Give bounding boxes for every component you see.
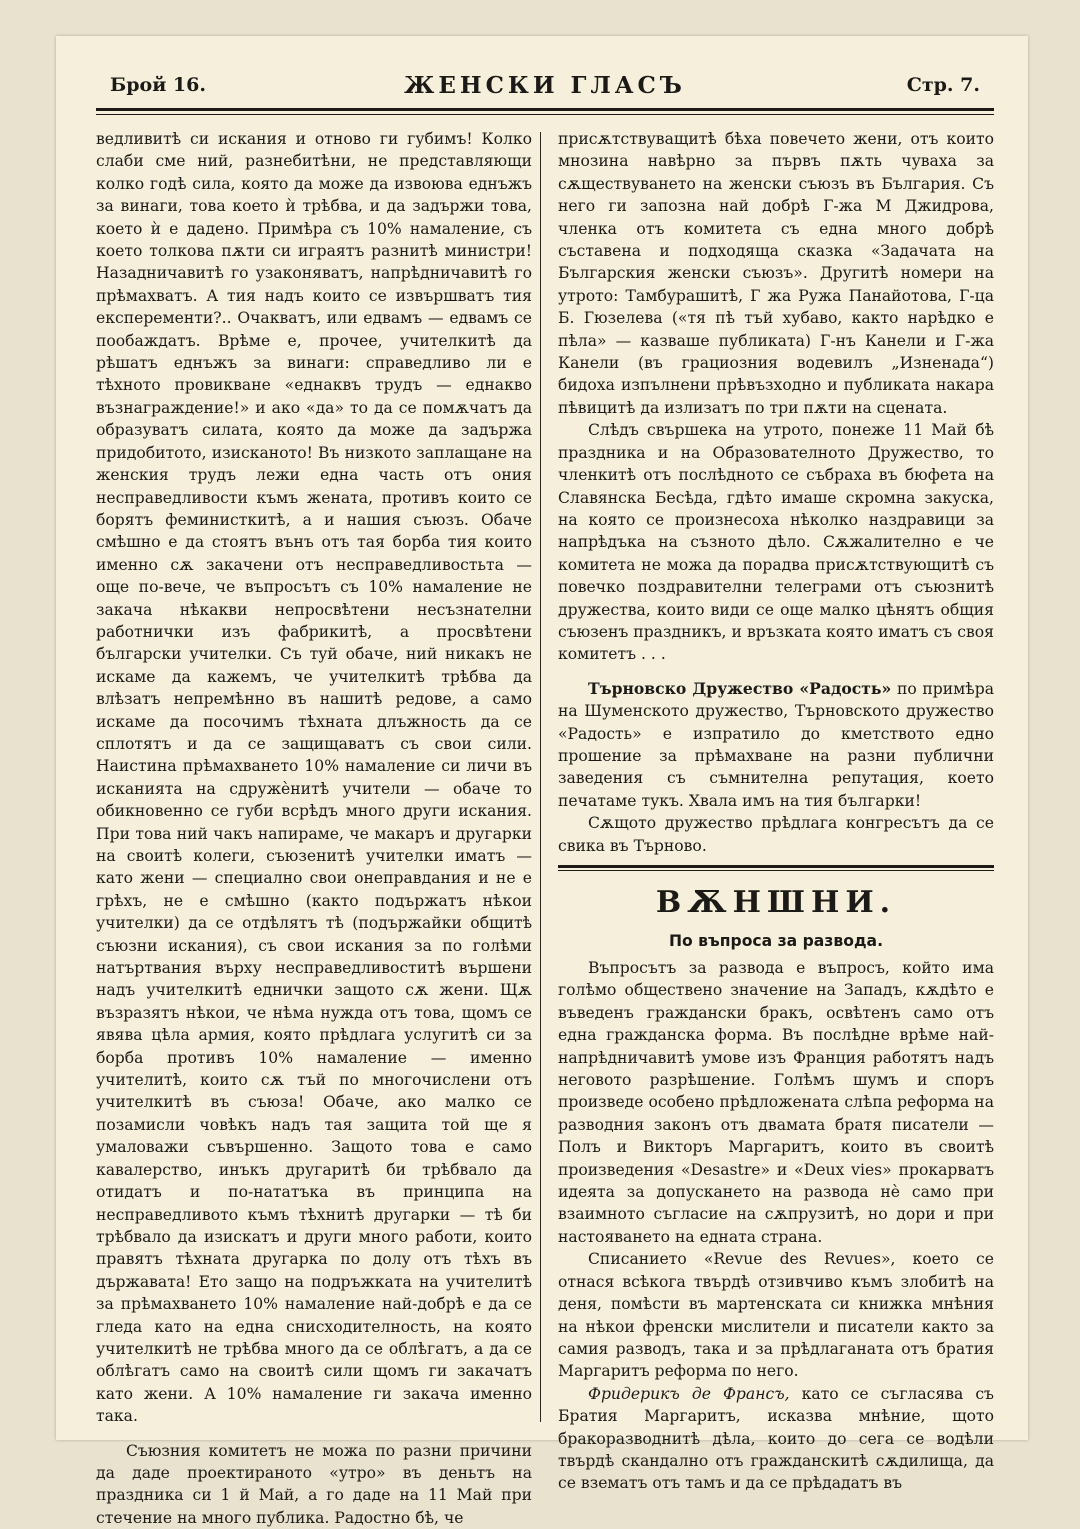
issue-number: Брой 16. <box>110 74 206 96</box>
right-paragraph-6: Списанието «Revue des Revues», което се отнася всѣкога твърдѣ отзивчиво къмъ злобитѣ на деня, помѣсти въ мартенската си книжка мнѣния на нѣкои френски мислители и писатели както за самия разводъ, така и за прѣдлаганата отъ братия Маргаритъ реформа по него. <box>558 1250 994 1381</box>
author-text: като се съгласява съ Братия Маргаритъ, исказва мнѣние, щото бракоразводнитѣ дѣла, които до сега се водѣли твърдѣ скандално отъ гражданскитѣ сѫдилища, да се взематъ отъ тамъ и да се прѣдадатъ въ <box>558 1384 994 1493</box>
header-rule <box>96 108 994 111</box>
society-name: Търновско Дружество «Радость» <box>588 678 892 698</box>
right-paragraph-1: присѫтствуващитѣ бѣха повечето жени, отъ които мнозина навѣрно за първъ пѫть чуваха за сѫществуването на женски съюзъ въ България. Съ него ги запозна най добрѣ Г-жа М Джидрова, членка отъ комитета съ една много добрѣ съставена и подходяща сказка «Задачата на Българския женски съюзъ». Другитѣ номери на утрото: Тамбурашитѣ, Г жа Ружа Панайотова, Г-ца Б. Гюзелева («тя пѣ тъй хубаво, както нарѣдко е пѣла» — казваше публиката) Г-нъ Канели и Г-жа Канели (въ грациозния водевилъ „Изненада“) бидоха изпълнени прѣвъзходно и публиката накара пѣвицитѣ да излизатъ по три пѫти на сцената. <box>558 130 994 417</box>
left-paragraph-1: ведливитѣ си искания и отново ги губимъ! Колко слаби сме ний, разнебитѣни, не представляющи колко годѣ сила, която да може да извоюва еднъжъ за винаги, това което ѝ трѣбва, и да задържи това, което ѝ е дадено. Примѣра съ 10% намаление, съ което толкова пѫти си играятъ разнитѣ министри! Назадничавитѣ го узаконяватъ, напрѣдничавитѣ го прѣмахватъ. А тия надъ които се извършватъ тия експеременти?.. Очакватъ, или едвамъ — едвамъ се пообаждатъ. Врѣме е, прочее, учителкитѣ да рѣшатъ еднъжъ за винаги: справедливо ли е тѣхното провикване «еднаквъ трудъ — еднакво възнаграждение!» и ако «да» то да се помѫчатъ да образуватъ силата, която да може да задържа придобитото, изисканото! Въ низкото заплащане на женския трудъ лежи една часть отъ ония несправедливости къмъ жената, противъ които се борятъ феминисткитѣ, а и нашия съюзъ. Обаче смѣшно е да стоятъ вънъ отъ тая борба тия които именно сѫ закачени отъ несправедливостьта — още по-вече, че въпросътъ съ 10% намаление не закача нѣкакви непросвѣтени несъзнателни работнички изъ фабрикитѣ, а просвѣтени български учителки. Съ туй обаче, ний никакъ не искаме да кажемъ, че учителкитѣ трѣбва да влѣзатъ непремѣнно въ нашитѣ редове, а само искаме да посочимъ тѣхната длъжность да се сплотятъ и да се защищаватъ съ свои сили. Наистина прѣмахването 10% намаление си личи въ исканията на сдружѐнитѣ учители — обаче то обикновенно се губи всрѣдъ много други искания. При това ний чакъ напираме, че макаръ и другарки на своитѣ колеги, съюзенитѣ учителки иматъ — като жени — специално свои онеправдания и не е грѣхъ, не е смѣшно (както подържатъ нѣкои учителки) да се отдѣлятъ тѣ (подържайки общитѣ съюзни искания), съ свои искания за по голѣми натъртвания върху несправедливоститѣ вършени надъ учителкитѣ еднички защото сѫ жени. Щѫ възразятъ нѣкои, че нѣма нужда отъ това, щомъ се явява цѣла армия, която прѣдлага услугитѣ си за борба противъ 10% намаление — именно учителитѣ, които сѫ тъй по многочислени отъ учителкитѣ въ съюза! Обаче, ако малко се позамисли човѣкъ надъ тая защита той ще я умаловажи съвършенно. Защото това е само кавалерство, инъкъ другаритѣ би трѣбвало да отидатъ и по-нататъка въ принципа на несправедливото къмъ тѣхнитѣ другарки — тѣ би трѣбвало да изискатъ и други много работи, които правятъ тѣхната другарка по долу отъ тѣхъ въ държавата! Ето защо на подръжката на учителитѣ за прѣмахването 10% намаление най-добрѣ е да се гледа като на една снисходителность, на която учителкитѣ не трѣбва много да се облѣгатъ, а да се облѣгатъ само на своитѣ сили щомъ ги закачатъ като жени. А 10% намаление ги закача именно така. <box>96 130 532 1426</box>
right-paragraph-4: Сѫщото дружество прѣдлага конгресътъ да се свика въ Търново. <box>558 814 994 855</box>
author-name: Фридерикъ де Франсъ, <box>588 1384 790 1403</box>
right-paragraph-5: Въпросътъ за развода е въпросъ, който има голѣмо обществено значение на Западъ, кѫдѣто е въведенъ граждански бракъ, освѣтенъ само отъ една гражданска форма. Въ послѣдне врѣме най-напрѣдничавитѣ умове изъ Франция работятъ надъ неговото разрѣшение. Голѣмъ шумъ и споръ произведе особено прѣдложената слѣпа реформа на разводния законъ отъ двамата братя писатели — Полъ и Викторъ Маргаритъ, които въ своитѣ произведения «Desastre» и «Deux vies» прокарватъ идеята за допускането на развода нѐ само при взаимното съгласие на сѫпрузитѣ, но дори и при настояването на едната страна. <box>558 959 994 1246</box>
masthead-title: ЖЕНСКИ ГЛАСЪ <box>404 72 686 99</box>
society-text: по примѣра на Шуменското дружество, Търновското дружество «Радость» е изпратило до кметството едно прошение за прѣмахване на разни публични заведения съ съмнителна репутация, което печатаме тукъ. Хвала имъ на тия българки! <box>558 679 994 810</box>
column-divider <box>540 132 541 1422</box>
section-subheading: По въпроса за развода. <box>668 932 883 950</box>
right-paragraph-3 <box>558 678 994 812</box>
header-rule-thin <box>96 114 994 115</box>
newspaper-page <box>56 36 1028 1527</box>
right-paragraph-2: Слѣдъ свършека на утрото, понеже 11 Май бѣ праздника и на Образователното Дружество, то членкитѣ отъ послѣдното се събраха въ бюфета на Славянска Бесѣда, гдѣто имаше скромна закуска, на която се произнесоха нѣколко наздравици за напрѣдъка на съзното дѣло. Сѫжалително е че комитета не можа да порадва присѫтствующитѣ съ повечко поздравителни телеграми отъ съюзнитѣ дружества, които види се още малко цѣнятъ общия съюзенъ праздникъ, и връзката която иматъ съ своя комитетъ . . . <box>558 421 994 664</box>
page-number: Стр. 7. <box>906 74 980 96</box>
left-column <box>96 128 532 1529</box>
right-paragraph-7 <box>558 1383 994 1495</box>
left-paragraph-2: Съюзния комитетъ не можа по разни причини да даде проектираното «утро» въ деньтъ на праздника си 1 й Май, а го даде на 11 Май при стечение на много публика. Радостно бѣ, че <box>96 1441 532 1527</box>
section-heading: ВѪНШНИ. <box>655 885 897 920</box>
page-header <box>96 72 994 106</box>
right-column <box>558 128 994 1495</box>
section-rule <box>558 865 994 868</box>
section-rule-thin <box>558 870 994 871</box>
